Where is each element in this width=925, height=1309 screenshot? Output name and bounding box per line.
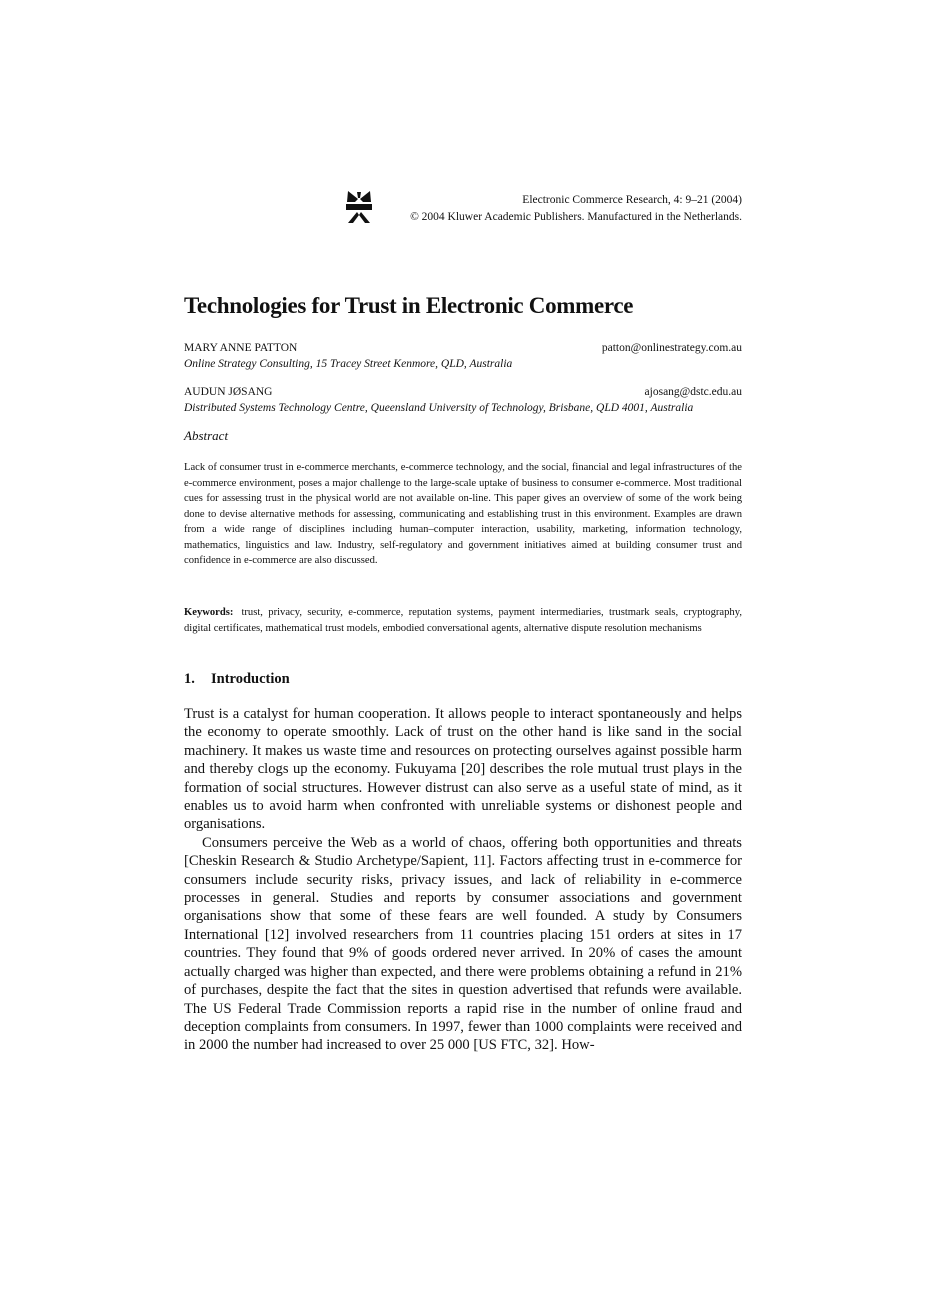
author-affiliation: Online Strategy Consulting, 15 Tracey Street Kenmore, QLD, Australia (184, 358, 513, 370)
copyright-line: © 2004 Kluwer Academic Publishers. Manufactured in the Netherlands. (410, 211, 742, 223)
abstract-text: Lack of consumer trust in e-commerce merchants, e-commerce technology, and the social, financial and legal infrastructures of the e-commerce environment, poses a major challenge to the large-scale uptake of business to consumer e-commerce. Most traditional cues for assessing trust in the physical world are not available on-line. This paper gives an overview of some of the work being done to devise alternative methods for assessing, communicating and establishing trust in this environment. Examples are drawn from a wide range of disciplines including human–computer interaction, usability, marketing, information technology, mathematics, linguistics and law. Industry, self-regulatory and government initiatives aimed at building consumer trust and confidence in e-commerce are also discussed. (184, 462, 742, 566)
publisher-logo-icon (345, 190, 373, 224)
body-text (184, 705, 742, 1055)
paper-title: Technologies for Trust in Electronic Commerce (184, 293, 634, 318)
keywords-text: trust, privacy, security, e-commerce, reputation systems, payment intermediaries, trustmark seals, cryptography, digital certificates, mathematical trust models, embodied conversational agents, alternative dispute resolution mechanisms (184, 607, 742, 634)
section-heading (184, 671, 290, 688)
author-name: AUDUN JØSANG (184, 386, 273, 398)
journal-header (345, 190, 742, 226)
abstract-heading: Abstract (184, 428, 229, 443)
paragraph: Consumers perceive the Web as a world of chaos, offering both opportunities and threats [Cheskin Research & Studio Archetype/Sapient, 11]. Factors affecting trust in e-commerce for consumers include security risks, privacy issues, and lack of reliability in e-commerce processes in general. Studies and reports by consumer associations and government organisations show that some of these fears are well founded. A study by Consumers International [12] involved researchers from 11 countries placing 151 orders at sites in 17 countries. They found that 9% of goods ordered never arrived. In 20% of cases the amount actually charged was higher than expected, and there were problems obtaining a refund in 21% of purchases, despite the fact that the sites in question advertised that refunds were available. The US Federal Trade Commission reports a rapid rise in the number of online fraud and deception complaints from consumers. In 1997, fewer than 1000 complaints were received and in 2000 the number had increased to over 25 000 [US FTC, 32]. How- (184, 834, 742, 1054)
keywords (184, 605, 742, 636)
journal-line: Electronic Commerce Research, 4: 9–21 (2004) (522, 194, 742, 206)
section-title: Introduction (211, 671, 290, 687)
keywords-label: Keywords: (184, 607, 234, 618)
paragraph: Trust is a catalyst for human cooperation. It allows people to interact spontaneously and helps the economy to operate smoothly. Lack of trust on the other hand is like sand in the social machinery. It makes us waste time and resources on protecting ourselves against possible harm and thereby clogs up the economy. Fukuyama [20] describes the role mutual trust plays in the formation of social structures. However distrust can also serve as a useful state of mind, as it enables us to avoid harm when confronted with unreliable systems or dishonest people and organisations. (184, 706, 742, 833)
author-name: MARY ANNE PATTON (184, 342, 298, 354)
author-affiliation: Distributed Systems Technology Centre, Queensland University of Technology, Brisbane, QLD 4001, Australia (184, 402, 694, 414)
section-number: 1. (184, 671, 195, 687)
author-email[interactable]: ajosang@dstc.edu.au (644, 386, 742, 398)
author-email[interactable]: patton@onlinestrategy.com.au (601, 342, 742, 354)
